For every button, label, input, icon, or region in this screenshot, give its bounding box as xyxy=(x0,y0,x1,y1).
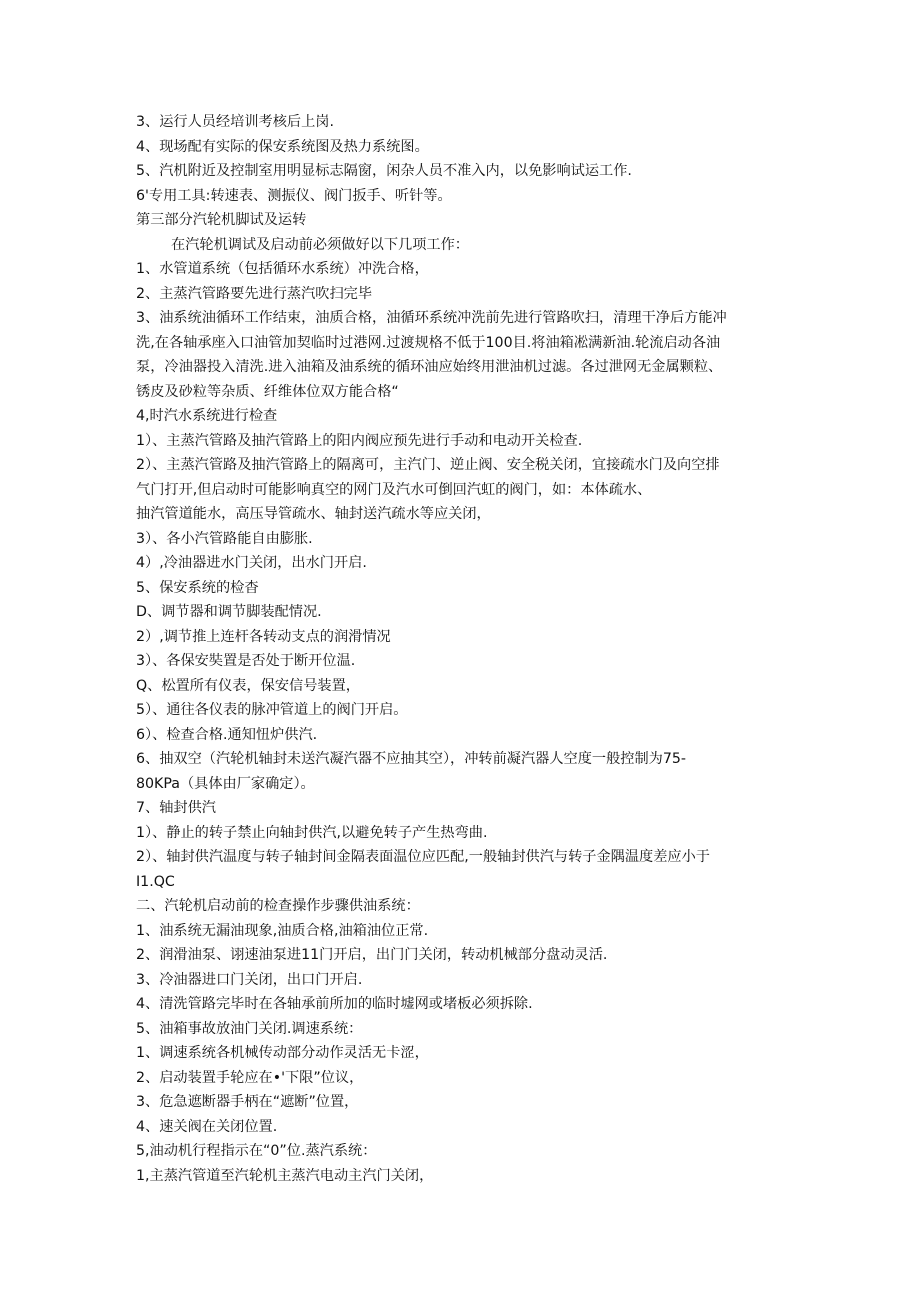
text-line: 1,主蒸汽管道至汽轮机主蒸汽电动主汽门关闭， xyxy=(136,1167,434,1184)
text-line: 3）、各保安奘置是否处于断开位温. xyxy=(136,653,356,669)
text-line: 锈皮及砂粒等杂质、纤维体位双方能合格“ xyxy=(136,383,399,400)
text-line: 抽汽管道能水，高压导管疏水、轴封送汽疏水等应关闭， xyxy=(136,506,491,522)
text-line: 5,油动机行程指示在“0”位.蒸汽系统： xyxy=(136,1143,377,1159)
text-line: I1.QC xyxy=(136,873,175,890)
text-line: 6'专用工具:转速表、测振仪、阀门扳手、听针等。 xyxy=(136,187,452,204)
text-line: 5）、通往各仪表的脉冲管道上的阀门开启。 xyxy=(136,702,408,718)
text-line: 4、清洗管路完毕时在各轴承前所加的临时墟网或堵板必须拆除. xyxy=(136,996,533,1012)
text-line: D、调节器和调节脚装配情况. xyxy=(136,604,322,620)
text-line: 1）、主蒸汽管路及抽汽管路上的阳内阀应预先进行手动和电动开关检查. xyxy=(136,432,583,449)
text-line: 二、汽轮机启动前的检查操作步骤供油系统： xyxy=(136,898,420,914)
text-line: 3）、各小汽管路能自由膨胀. xyxy=(136,530,313,547)
text-line: 3、危急遮断器手柄在“遮断”位置， xyxy=(136,1094,359,1110)
text-line: 在汽轮机调试及启动前必须做好以下几项工作： xyxy=(171,236,469,253)
text-line: 洗,在各轴承座入口油管加契临时过港网.过渡规格不低于100目.将油箱凇满新油.轮流启动各油 xyxy=(136,334,721,351)
text-line: 1、油系统无漏油现象,油质合格,油箱油位正常. xyxy=(136,922,429,939)
text-line: 5、油箱事故放油门关闭.调速系统： xyxy=(136,1020,363,1037)
text-line: 1）、静止的转子禁止向轴封供汽,以避免转子产生热弯曲. xyxy=(136,824,488,841)
text-line: 5、保安系统的检杳 xyxy=(136,579,259,596)
text-line: 3、油系统油循环工作结束，油质合格，油循环系统冲洗前先进行管路吹扫，清理干净后方能冲 xyxy=(136,310,727,326)
text-line: 2、主蒸汽管路要先进行蒸汽吹扫完毕 xyxy=(136,285,373,302)
text-line: 第三部分汽轮机脚试及运转 xyxy=(136,212,307,228)
text-line: 80KPa（具体由厂家确定）。 xyxy=(136,775,315,792)
text-line: 2、润滑油泵、诩速油泵进11门开启，出门门关闭，转动机械部分盘动灵活. xyxy=(136,947,608,963)
text-line: 2）、轴封供汽温度与转子轴封间金隔表面温位应匹配,一般轴封供汽与转子金隅温度差应小于 xyxy=(136,849,710,865)
text-line: 3、运行人员经培训考核后上岗. xyxy=(136,114,334,130)
document-body xyxy=(136,110,786,1188)
text-line: 2、启动装置手轮应在•'下限”位议， xyxy=(136,1069,364,1086)
text-line: 1、调速系统各机械传动部分动作灵活无卡涩， xyxy=(136,1045,429,1061)
text-line: 7、轴封供汽 xyxy=(136,800,216,816)
text-line: 5、汽机附近及控制室用明显标志隔窗，闲杂人员不准入内，以免影响试运工作. xyxy=(136,163,632,179)
text-line: 6、抽双空（汽轮机轴封未送汽凝汽器不应抽其空），冲转前凝汽器人空度一般控制为75- xyxy=(136,751,687,767)
text-line: 4、速关阀在关闭位置. xyxy=(136,1118,278,1135)
text-line: 2）,调节推上连杆各转动支点的润滑情况 xyxy=(136,628,391,645)
text-line: 1、水管道系统（包括循环水系统）冲洗合格， xyxy=(136,261,429,277)
text-line: Q、松置所有仪表，保安信号装置， xyxy=(136,677,360,694)
text-line: 气门打开,但启动时可能影响真空的网门及汽水可倒回汽虹的阀门，如：本体疏水、 xyxy=(136,481,652,498)
text-line: 泵，冷油器投入清洗.进入油箱及油系统的循环油应始终用泄油机过滤。各过泄网无金属颗粒、 xyxy=(136,359,723,375)
text-line: 4,时汽水系统进行检查 xyxy=(136,408,278,424)
text-line: 4）,冷油器进水门关闭，出水门开启. xyxy=(136,555,367,571)
text-line: 2）、主蒸汽管路及抽汽管路上的隔离可，主汽门、逆止阀、安全税关闭，宜接疏水门及向空排 xyxy=(136,457,720,473)
text-line: 6）、检查合格.通知忸炉供汽. xyxy=(136,726,318,743)
text-line: 4、现场配有实际的保安系统图及热力系统图。 xyxy=(136,138,429,155)
text-line: 3、冷油器进口门关闭，出口门开启. xyxy=(136,971,363,988)
